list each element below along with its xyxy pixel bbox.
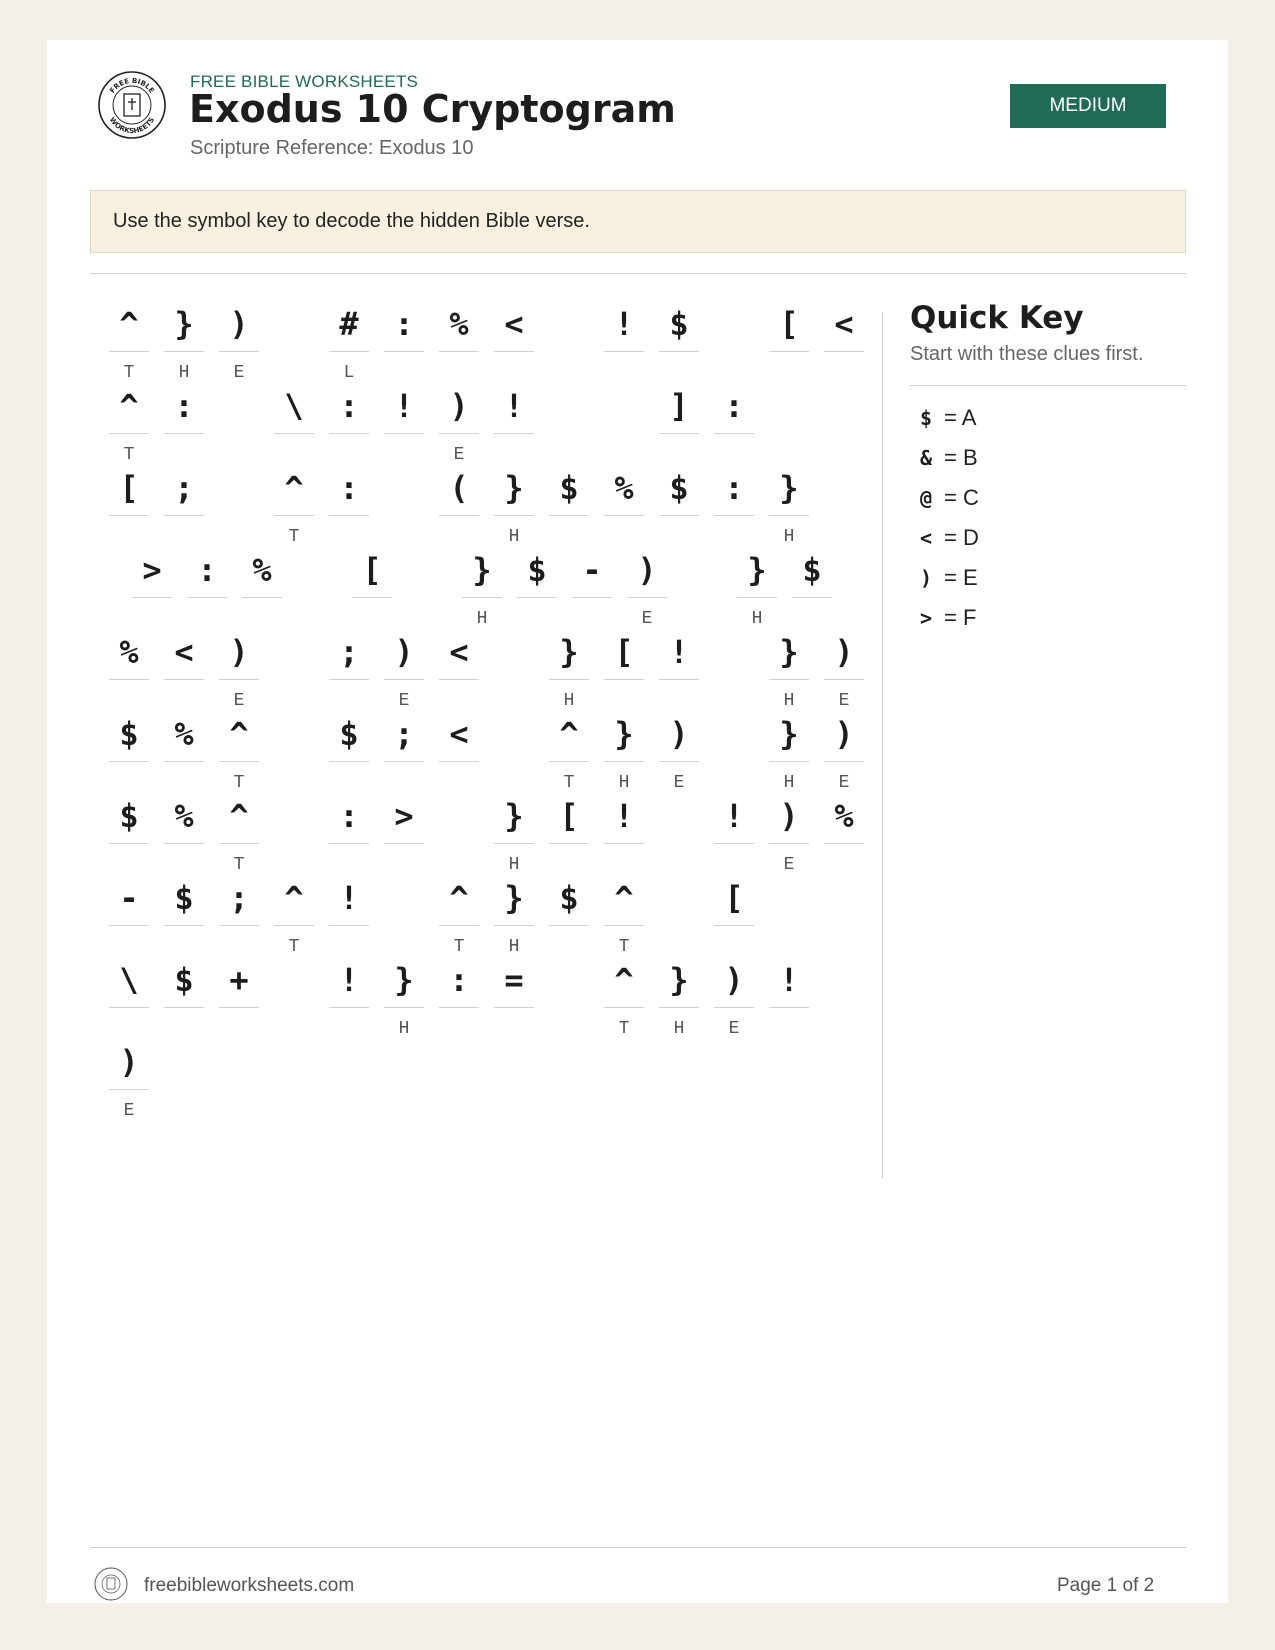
cipher-symbol: !	[339, 961, 359, 999]
answer-line	[329, 679, 369, 680]
answer-line	[384, 1007, 424, 1008]
cipher-symbol: ^	[614, 961, 634, 999]
cipher-symbol: [	[362, 551, 382, 589]
cipher-symbol: !	[504, 387, 524, 425]
cipher-symbol: !	[339, 879, 359, 917]
decoded-letter: T	[233, 855, 245, 875]
cipher-symbol: [	[614, 633, 634, 671]
cipher-symbol: ^	[229, 715, 249, 753]
cipher-symbol: )	[119, 1043, 139, 1081]
cipher-symbol: ^	[284, 879, 304, 917]
cipher-symbol: $	[669, 469, 689, 507]
quick-key-title: Quick Key	[910, 300, 1084, 336]
answer-line	[439, 515, 479, 516]
decoded-letter: T	[563, 773, 575, 793]
cipher-symbol: :	[394, 305, 414, 343]
answer-line	[604, 515, 644, 516]
cipher-symbol: ;	[394, 715, 414, 753]
quick-key-item	[910, 438, 979, 478]
cipher-cell	[824, 295, 864, 393]
cipher-symbol: $	[119, 715, 139, 753]
cipher-symbol: (	[449, 469, 469, 507]
decoded-letter: T	[453, 937, 465, 957]
cipher-symbol: }	[504, 879, 524, 917]
key-symbol: @	[919, 486, 933, 510]
svg-text:FREE BIBLE: FREE BIBLE	[108, 76, 156, 95]
answer-line	[109, 351, 149, 352]
decoded-letter: T	[618, 1019, 630, 1039]
cipher-symbol: >	[394, 797, 414, 835]
key-symbol: &	[919, 446, 933, 470]
cipher-cell	[384, 787, 424, 885]
answer-line	[384, 761, 424, 762]
cipher-symbol: }	[504, 797, 524, 835]
cipher-symbol: !	[394, 387, 414, 425]
cipher-symbol: :	[339, 387, 359, 425]
answer-line	[494, 925, 534, 926]
answer-line	[604, 1007, 644, 1008]
answer-line	[549, 925, 589, 926]
answer-line	[549, 761, 589, 762]
answer-line	[659, 761, 699, 762]
decoded-letter: E	[398, 691, 410, 711]
cipher-symbol: \	[119, 961, 139, 999]
answer-line	[439, 761, 479, 762]
cipher-symbol: $	[559, 879, 579, 917]
cipher-symbol: %	[614, 469, 634, 507]
answer-line	[439, 1007, 479, 1008]
answer-line	[274, 433, 314, 434]
decoded-letter: E	[838, 691, 850, 711]
answer-line	[109, 433, 149, 434]
key-symbol: <	[919, 526, 933, 550]
cipher-cell	[109, 1033, 149, 1131]
cipher-symbol: ^	[119, 387, 139, 425]
cipher-symbol: ^	[559, 715, 579, 753]
answer-line	[109, 515, 149, 516]
footer-site-link[interactable]: freebibleworksheets.com	[144, 1575, 355, 1596]
cipher-symbol: }	[559, 633, 579, 671]
worksheet-page	[47, 40, 1228, 1603]
answer-line	[384, 679, 424, 680]
cipher-symbol: )	[229, 305, 249, 343]
answer-line	[164, 351, 204, 352]
cipher-symbol: $	[559, 469, 579, 507]
answer-line	[329, 433, 369, 434]
answer-line	[494, 1007, 534, 1008]
cipher-symbol: }	[747, 551, 767, 589]
decoded-letter: H	[673, 1019, 685, 1039]
answer-line	[164, 1007, 204, 1008]
answer-line	[109, 761, 149, 762]
cipher-symbol: }	[504, 469, 524, 507]
cipher-symbol: }	[174, 305, 194, 343]
answer-line	[164, 679, 204, 680]
answer-line	[714, 515, 754, 516]
cipher-symbol: ^	[449, 879, 469, 917]
cipher-symbol: $	[174, 879, 194, 917]
cipher-symbol: -	[119, 879, 139, 917]
key-symbol: )	[919, 566, 933, 590]
cipher-symbol: ]	[669, 387, 689, 425]
answer-line	[219, 761, 259, 762]
cipher-cell	[769, 951, 809, 1049]
answer-line	[187, 597, 227, 598]
cipher-symbol: >	[142, 551, 162, 589]
decoded-letter: H	[783, 527, 795, 547]
cipher-symbol: :	[449, 961, 469, 999]
key-value: = F	[944, 605, 977, 630]
decoded-letter: H	[751, 609, 763, 629]
answer-line	[329, 1007, 369, 1008]
decoded-letter: H	[476, 609, 488, 629]
cipher-symbol: :	[197, 551, 217, 589]
key-value: = A	[944, 405, 977, 430]
cipher-cell	[769, 295, 809, 393]
answer-line	[517, 597, 557, 598]
decoded-letter: H	[508, 855, 520, 875]
cipher-symbol: <	[449, 633, 469, 671]
decoded-letter: H	[783, 773, 795, 793]
answer-line	[242, 597, 282, 598]
decoded-letter: E	[641, 609, 653, 629]
cipher-symbol: <	[834, 305, 854, 343]
decoded-letter: H	[398, 1019, 410, 1039]
answer-line	[714, 843, 754, 844]
answer-line	[549, 679, 589, 680]
key-value: = C	[944, 485, 979, 510]
decoded-letter: E	[233, 691, 245, 711]
answer-line	[572, 597, 612, 598]
cipher-symbol: \	[284, 387, 304, 425]
cipher-symbol: }	[394, 961, 414, 999]
cipher-symbol: !	[669, 633, 689, 671]
quick-key-list	[910, 398, 979, 638]
answer-line	[439, 351, 479, 352]
cipher-symbol: ;	[174, 469, 194, 507]
cipher-symbol: :	[339, 797, 359, 835]
column-divider	[882, 312, 883, 1178]
answer-line	[219, 925, 259, 926]
cipher-symbol: [	[559, 797, 579, 835]
answer-line	[329, 515, 369, 516]
cipher-cell	[439, 951, 479, 1049]
answer-line	[164, 433, 204, 434]
answer-line	[329, 843, 369, 844]
answer-line	[352, 597, 392, 598]
cipher-symbol: +	[229, 961, 249, 999]
answer-line	[824, 843, 864, 844]
answer-line	[384, 843, 424, 844]
decoded-letter: E	[453, 445, 465, 465]
quick-key-item	[910, 558, 979, 598]
cipher-symbol: :	[174, 387, 194, 425]
answer-line	[109, 1007, 149, 1008]
key-value: = E	[944, 565, 978, 590]
cipher-symbol: $	[339, 715, 359, 753]
decoded-letter: H	[563, 691, 575, 711]
cipher-symbol: }	[669, 961, 689, 999]
answer-line	[109, 679, 149, 680]
cipher-cell	[219, 951, 259, 1049]
cipher-cell	[769, 787, 809, 885]
answer-line	[384, 433, 424, 434]
cipher-symbol: =	[504, 961, 524, 999]
cipher-symbol: )	[669, 715, 689, 753]
cipher-cell	[659, 951, 699, 1049]
decoded-letter: T	[618, 937, 630, 957]
answer-line	[274, 515, 314, 516]
cipher-symbol: }	[779, 469, 799, 507]
cipher-symbol: -	[582, 551, 602, 589]
cipher-cell	[549, 869, 589, 967]
instructions-text: Use the symbol key to decode the hidden Bible verse.	[113, 210, 590, 232]
cipher-symbol: ^	[229, 797, 249, 835]
difficulty-badge: MEDIUM	[1010, 84, 1166, 128]
cipher-symbol: :	[339, 469, 359, 507]
answer-line	[164, 515, 204, 516]
decoded-letter: H	[508, 527, 520, 547]
cipher-symbol: !	[724, 797, 744, 835]
key-symbol: $	[919, 406, 933, 430]
answer-line	[109, 1089, 149, 1090]
cipher-symbol: %	[174, 715, 194, 753]
answer-line	[329, 925, 369, 926]
cipher-symbol: $	[669, 305, 689, 343]
cipher-cell	[274, 869, 314, 967]
cipher-symbol: %	[252, 551, 272, 589]
answer-line	[219, 1007, 259, 1008]
cipher-symbol: [	[724, 879, 744, 917]
cipher-symbol: ^	[119, 305, 139, 343]
answer-line	[164, 761, 204, 762]
answer-line	[219, 351, 259, 352]
cipher-symbol: :	[724, 387, 744, 425]
answer-line	[659, 1007, 699, 1008]
svg-text:WORKSHEETS: WORKSHEETS	[107, 115, 157, 136]
cipher-cell	[714, 951, 754, 1049]
decoded-letter: T	[288, 937, 300, 957]
decoded-letter: H	[783, 691, 795, 711]
cipher-symbol: <	[504, 305, 524, 343]
cipher-symbol: :	[724, 469, 744, 507]
cipher-cell	[439, 705, 479, 803]
cipher-symbol: )	[394, 633, 414, 671]
answer-line	[549, 843, 589, 844]
answer-line	[824, 679, 864, 680]
cipher-symbol: )	[724, 961, 744, 999]
answer-line	[494, 351, 534, 352]
decoded-letter: E	[673, 773, 685, 793]
answer-line	[549, 515, 589, 516]
brand-label: FREE BIBLE WORKSHEETS	[190, 72, 419, 91]
decoded-letter: H	[508, 937, 520, 957]
decoded-letter: E	[233, 363, 245, 383]
cipher-symbol: [	[779, 305, 799, 343]
cipher-cell	[494, 951, 534, 1049]
answer-line	[604, 843, 644, 844]
answer-line	[824, 761, 864, 762]
decoded-letter: T	[123, 445, 135, 465]
page-title: Exodus 10 Cryptogram	[189, 87, 676, 131]
footer-logo-icon	[94, 1567, 128, 1601]
cipher-symbol: #	[339, 305, 359, 343]
answer-line	[659, 433, 699, 434]
answer-line	[494, 433, 534, 434]
cipher-symbol: <	[449, 715, 469, 753]
scripture-reference: Scripture Reference: Exodus 10	[190, 137, 474, 159]
answer-line	[604, 351, 644, 352]
answer-line	[792, 597, 832, 598]
decoded-letter: E	[783, 855, 795, 875]
answer-line	[604, 761, 644, 762]
divider	[910, 385, 1186, 386]
answer-line	[274, 925, 314, 926]
decoded-letter: T	[233, 773, 245, 793]
cipher-symbol: )	[834, 633, 854, 671]
cipher-symbol: %	[174, 797, 194, 835]
cipher-symbol: }	[779, 633, 799, 671]
cryptogram-puzzle	[47, 40, 867, 1240]
answer-line	[627, 597, 667, 598]
quick-key-item	[910, 518, 979, 558]
cipher-symbol: )	[637, 551, 657, 589]
cipher-symbol: )	[834, 715, 854, 753]
cipher-symbol: ;	[339, 633, 359, 671]
quick-key-item	[910, 398, 979, 438]
answer-line	[604, 925, 644, 926]
answer-line	[769, 679, 809, 680]
decoded-letter: E	[728, 1019, 740, 1039]
footer-divider	[90, 1547, 1186, 1548]
cipher-cell	[604, 951, 644, 1049]
cipher-symbol: }	[472, 551, 492, 589]
cipher-cell	[164, 951, 204, 1049]
key-value: = D	[944, 525, 979, 550]
cipher-cell	[824, 787, 864, 885]
cipher-cell	[329, 951, 369, 1049]
answer-line	[659, 351, 699, 352]
cipher-symbol: %	[119, 633, 139, 671]
cipher-symbol: %	[834, 797, 854, 835]
answer-line	[769, 351, 809, 352]
answer-line	[769, 761, 809, 762]
key-symbol: >	[919, 606, 933, 630]
answer-line	[219, 843, 259, 844]
answer-line	[494, 515, 534, 516]
cipher-symbol: !	[779, 961, 799, 999]
cipher-cell	[604, 295, 644, 393]
cipher-symbol: !	[614, 305, 634, 343]
cipher-symbol: )	[229, 633, 249, 671]
answer-line	[604, 679, 644, 680]
decoded-letter: H	[618, 773, 630, 793]
answer-line	[737, 597, 777, 598]
decoded-letter: T	[123, 363, 135, 383]
answer-line	[659, 679, 699, 680]
cipher-symbol: ;	[229, 879, 249, 917]
page-number: Page 1 of 2	[1057, 1575, 1155, 1596]
answer-line	[329, 351, 369, 352]
answer-line	[769, 1007, 809, 1008]
decoded-letter: E	[838, 773, 850, 793]
answer-line	[109, 843, 149, 844]
answer-line	[714, 925, 754, 926]
cipher-symbol: <	[174, 633, 194, 671]
cipher-symbol: }	[779, 715, 799, 753]
cipher-symbol: $	[119, 797, 139, 835]
decoded-letter: H	[178, 363, 190, 383]
quick-key-item	[910, 478, 979, 518]
cipher-cell	[659, 705, 699, 803]
answer-line	[219, 679, 259, 680]
answer-line	[109, 925, 149, 926]
cipher-symbol: ^	[284, 469, 304, 507]
answer-line	[439, 433, 479, 434]
answer-line	[439, 925, 479, 926]
cipher-symbol: )	[779, 797, 799, 835]
answer-line	[329, 761, 369, 762]
answer-line	[164, 843, 204, 844]
decoded-letter: T	[288, 527, 300, 547]
quick-key-subtitle: Start with these clues first.	[910, 343, 1144, 365]
answer-line	[824, 351, 864, 352]
cipher-symbol: %	[449, 305, 469, 343]
answer-line	[132, 597, 172, 598]
cipher-symbol: )	[449, 387, 469, 425]
cipher-cell	[384, 951, 424, 1049]
key-value: = B	[944, 445, 978, 470]
cipher-symbol: $	[174, 961, 194, 999]
decoded-letter: E	[123, 1101, 135, 1121]
cipher-symbol: $	[802, 551, 822, 589]
answer-line	[494, 843, 534, 844]
cipher-symbol: !	[614, 797, 634, 835]
answer-line	[659, 515, 699, 516]
answer-line	[439, 679, 479, 680]
answer-line	[714, 433, 754, 434]
cipher-symbol: }	[614, 715, 634, 753]
cipher-cell	[384, 377, 424, 475]
decoded-letter: L	[343, 363, 355, 383]
cipher-symbol: [	[119, 469, 139, 507]
cipher-symbol: $	[527, 551, 547, 589]
cipher-cell	[219, 295, 259, 393]
answer-line	[769, 515, 809, 516]
answer-line	[164, 925, 204, 926]
answer-line	[462, 597, 502, 598]
answer-line	[384, 351, 424, 352]
answer-line	[769, 843, 809, 844]
cipher-symbol: ^	[614, 879, 634, 917]
answer-line	[714, 1007, 754, 1008]
quick-key-item	[910, 598, 979, 638]
